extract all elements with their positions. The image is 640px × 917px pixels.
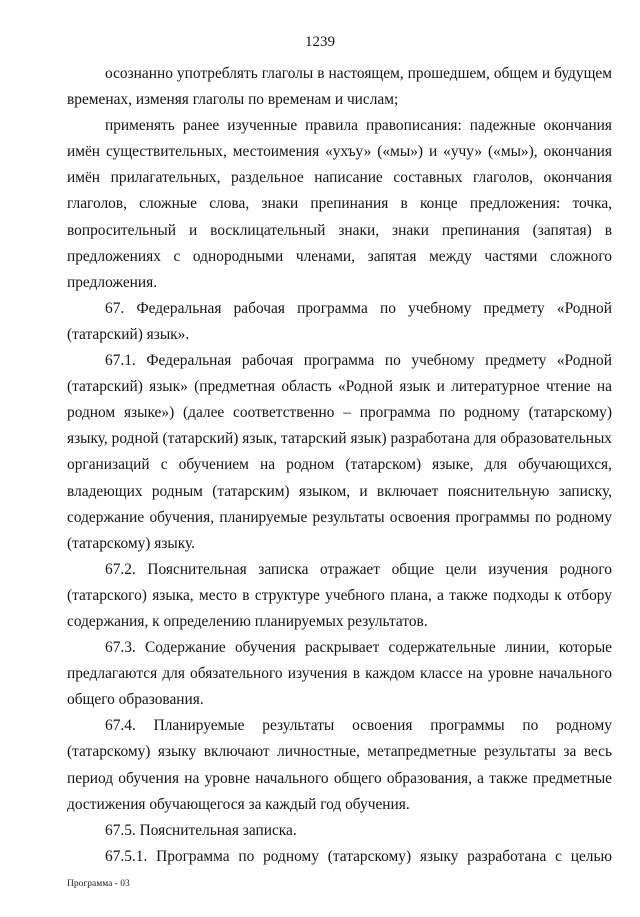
paragraph-section-67-2: 67.2. Пояснительная записка отражает общие цели изучения родного (татарского) языка, место в структуре учебного плана, а также подходы к отбору содержания, к определению планируемых результатов.: [67, 560, 612, 630]
paragraph-section-67-4: 67.4. Планируемые результаты освоения программы по родному (татарскому) языку включают личностные, метапредметные результаты за весь период обучения на уровне начального общего образования, а также предметные достижения обучающегося за каждый год обучения.: [67, 717, 612, 813]
paragraph-section-67-5: 67.5. Пояснительная записка.: [105, 821, 297, 839]
paragraph-section-67-5-1: 67.5.1. Программа по родному (татарскому) языку разработана с целью: [105, 847, 612, 865]
document-body: [67, 61, 612, 870]
paragraph-section-67: 67. Федеральная рабочая программа по учебному предмету «Родной (татарский) язык».: [67, 299, 612, 343]
page-number: 1239: [305, 34, 335, 50]
footer-label: Программа - 03: [67, 879, 130, 889]
paragraph-section-67-3: 67.3. Содержание обучения раскрывает содержательные линии, которые предлагаются для обязательного изучения в каждом классе на уровне начального общего образования.: [67, 639, 612, 709]
paragraph-verbs: осознанно употреблять глаголы в настоящем, прошедшем, общем и будущем временах, изменяя глаголы по временам и числам;: [67, 65, 612, 109]
paragraph-section-67-1: 67.1. Федеральная рабочая программа по учебному предмету «Родной (татарский) язык» (предметная область «Родной язык и литературное чтение на родном языке») (далее соответственно – программа по родному (татарскому) языку, родной (татарский) язык, татарский язык) разработана для образовательных организаций с обучением на родном (татарском) языке, для обучающихся, владеющих родным (татарским) языком, и включает пояснительную записку, содержание обучения, планируемые результаты освоения программы по родному (татарскому) языку.: [67, 352, 612, 552]
paragraph-spelling-rules: применять ранее изученные правила правописания: падежные окончания имён существительных, местоимения «ухъу» («мы») и «учу» («мы»), окончания имён прилагательных, раздельное написание составных глаголов, окончания глаголов, сложные слова, знаки препинания в конце предложения: точка, вопросительный и восклицательный знаки, знаки препинания (запятая) в предложениях с однородными членами, запятая между частями сложного предложения.: [67, 117, 612, 291]
